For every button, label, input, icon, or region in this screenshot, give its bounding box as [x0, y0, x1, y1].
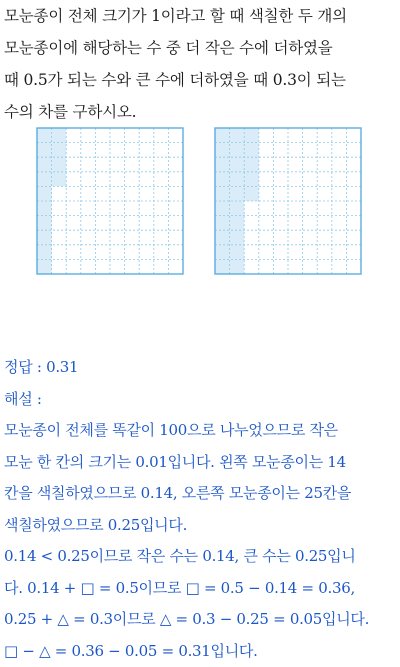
explanation-line: □ − △ = 0.36 − 0.05 = 0.31입니다.: [4, 636, 400, 667]
shaded-cell: [37, 216, 52, 231]
left-grid-svg: [36, 127, 184, 275]
shaded-cell: [215, 201, 230, 216]
shaded-cell: [244, 157, 259, 172]
shaded-cell: [244, 186, 259, 201]
shaded-cell: [37, 201, 52, 216]
explanation-line: 모눈종이 전체를 똑같이 100으로 나누었으므로 작은: [4, 415, 400, 447]
shaded-cell: [52, 157, 67, 172]
shaded-cell: [244, 172, 259, 187]
shaded-cell: [230, 245, 245, 260]
shaded-cell: [215, 143, 230, 158]
shaded-cell: [230, 172, 245, 187]
shaded-cell: [244, 128, 259, 143]
question-line: 때 0.5가 되는 수와 큰 수에 더하였을 때 0.3이 되는: [4, 64, 398, 96]
shaded-cell: [52, 172, 67, 187]
explanation-line: 0.25 + △ = 0.3이므로 △ = 0.3 − 0.25 = 0.05입니다.: [4, 604, 400, 636]
right-grid-paper: [214, 127, 362, 275]
explanation-line: 칸을 색칠하였으므로 0.14, 오른쪽 모눈종이는 25칸을: [4, 478, 400, 510]
shaded-cell: [52, 128, 67, 143]
shaded-cell: [37, 157, 52, 172]
question-line: 모눈종이에 해당하는 수 중 더 작은 수에 더하였을: [4, 32, 398, 64]
question-line: 수의 차를 구하시오.: [4, 96, 398, 128]
shaded-cell: [37, 245, 52, 260]
shaded-cell: [215, 216, 230, 231]
shaded-cell: [215, 259, 230, 274]
shaded-cell: [244, 143, 259, 158]
shaded-cell: [215, 230, 230, 245]
shaded-cell: [215, 128, 230, 143]
explanation-label: 해설 :: [4, 384, 400, 416]
shaded-cell: [215, 245, 230, 260]
shaded-cell: [52, 143, 67, 158]
shaded-cell: [37, 230, 52, 245]
shaded-cell: [37, 172, 52, 187]
shaded-cell: [37, 143, 52, 158]
explanation-line: 모눈 한 칸의 크기는 0.01입니다. 왼쪽 모눈종이는 14: [4, 447, 400, 479]
shaded-cell: [230, 201, 245, 216]
shaded-cell: [230, 157, 245, 172]
left-grid-paper: [36, 127, 184, 275]
question-line: 모눈종이 전체 크기가 1이라고 할 때 색칠한 두 개의: [4, 0, 398, 32]
shaded-cell: [37, 128, 52, 143]
explanation-line: 색칠하였으므로 0.25입니다.: [4, 510, 400, 542]
shaded-cell: [230, 216, 245, 231]
right-grid-svg: [214, 127, 362, 275]
answer-section: [4, 352, 400, 667]
shaded-cell: [215, 186, 230, 201]
answer-result: 정답 : 0.31: [4, 352, 400, 384]
explanation-line: 다. 0.14 + □ = 0.5이므로 □ = 0.5 − 0.14 = 0.36,: [4, 573, 400, 605]
shaded-cell: [215, 157, 230, 172]
shaded-cell: [230, 230, 245, 245]
explanation-line: 0.14 < 0.25이므로 작은 수는 0.14, 큰 수는 0.25입니: [4, 541, 400, 573]
shaded-cell: [37, 259, 52, 274]
shaded-cell: [230, 186, 245, 201]
shaded-cell: [215, 172, 230, 187]
shaded-cell: [230, 128, 245, 143]
shaded-cell: [37, 186, 52, 201]
shaded-cell: [230, 259, 245, 274]
question-text: [4, 0, 398, 128]
shaded-cell: [230, 143, 245, 158]
